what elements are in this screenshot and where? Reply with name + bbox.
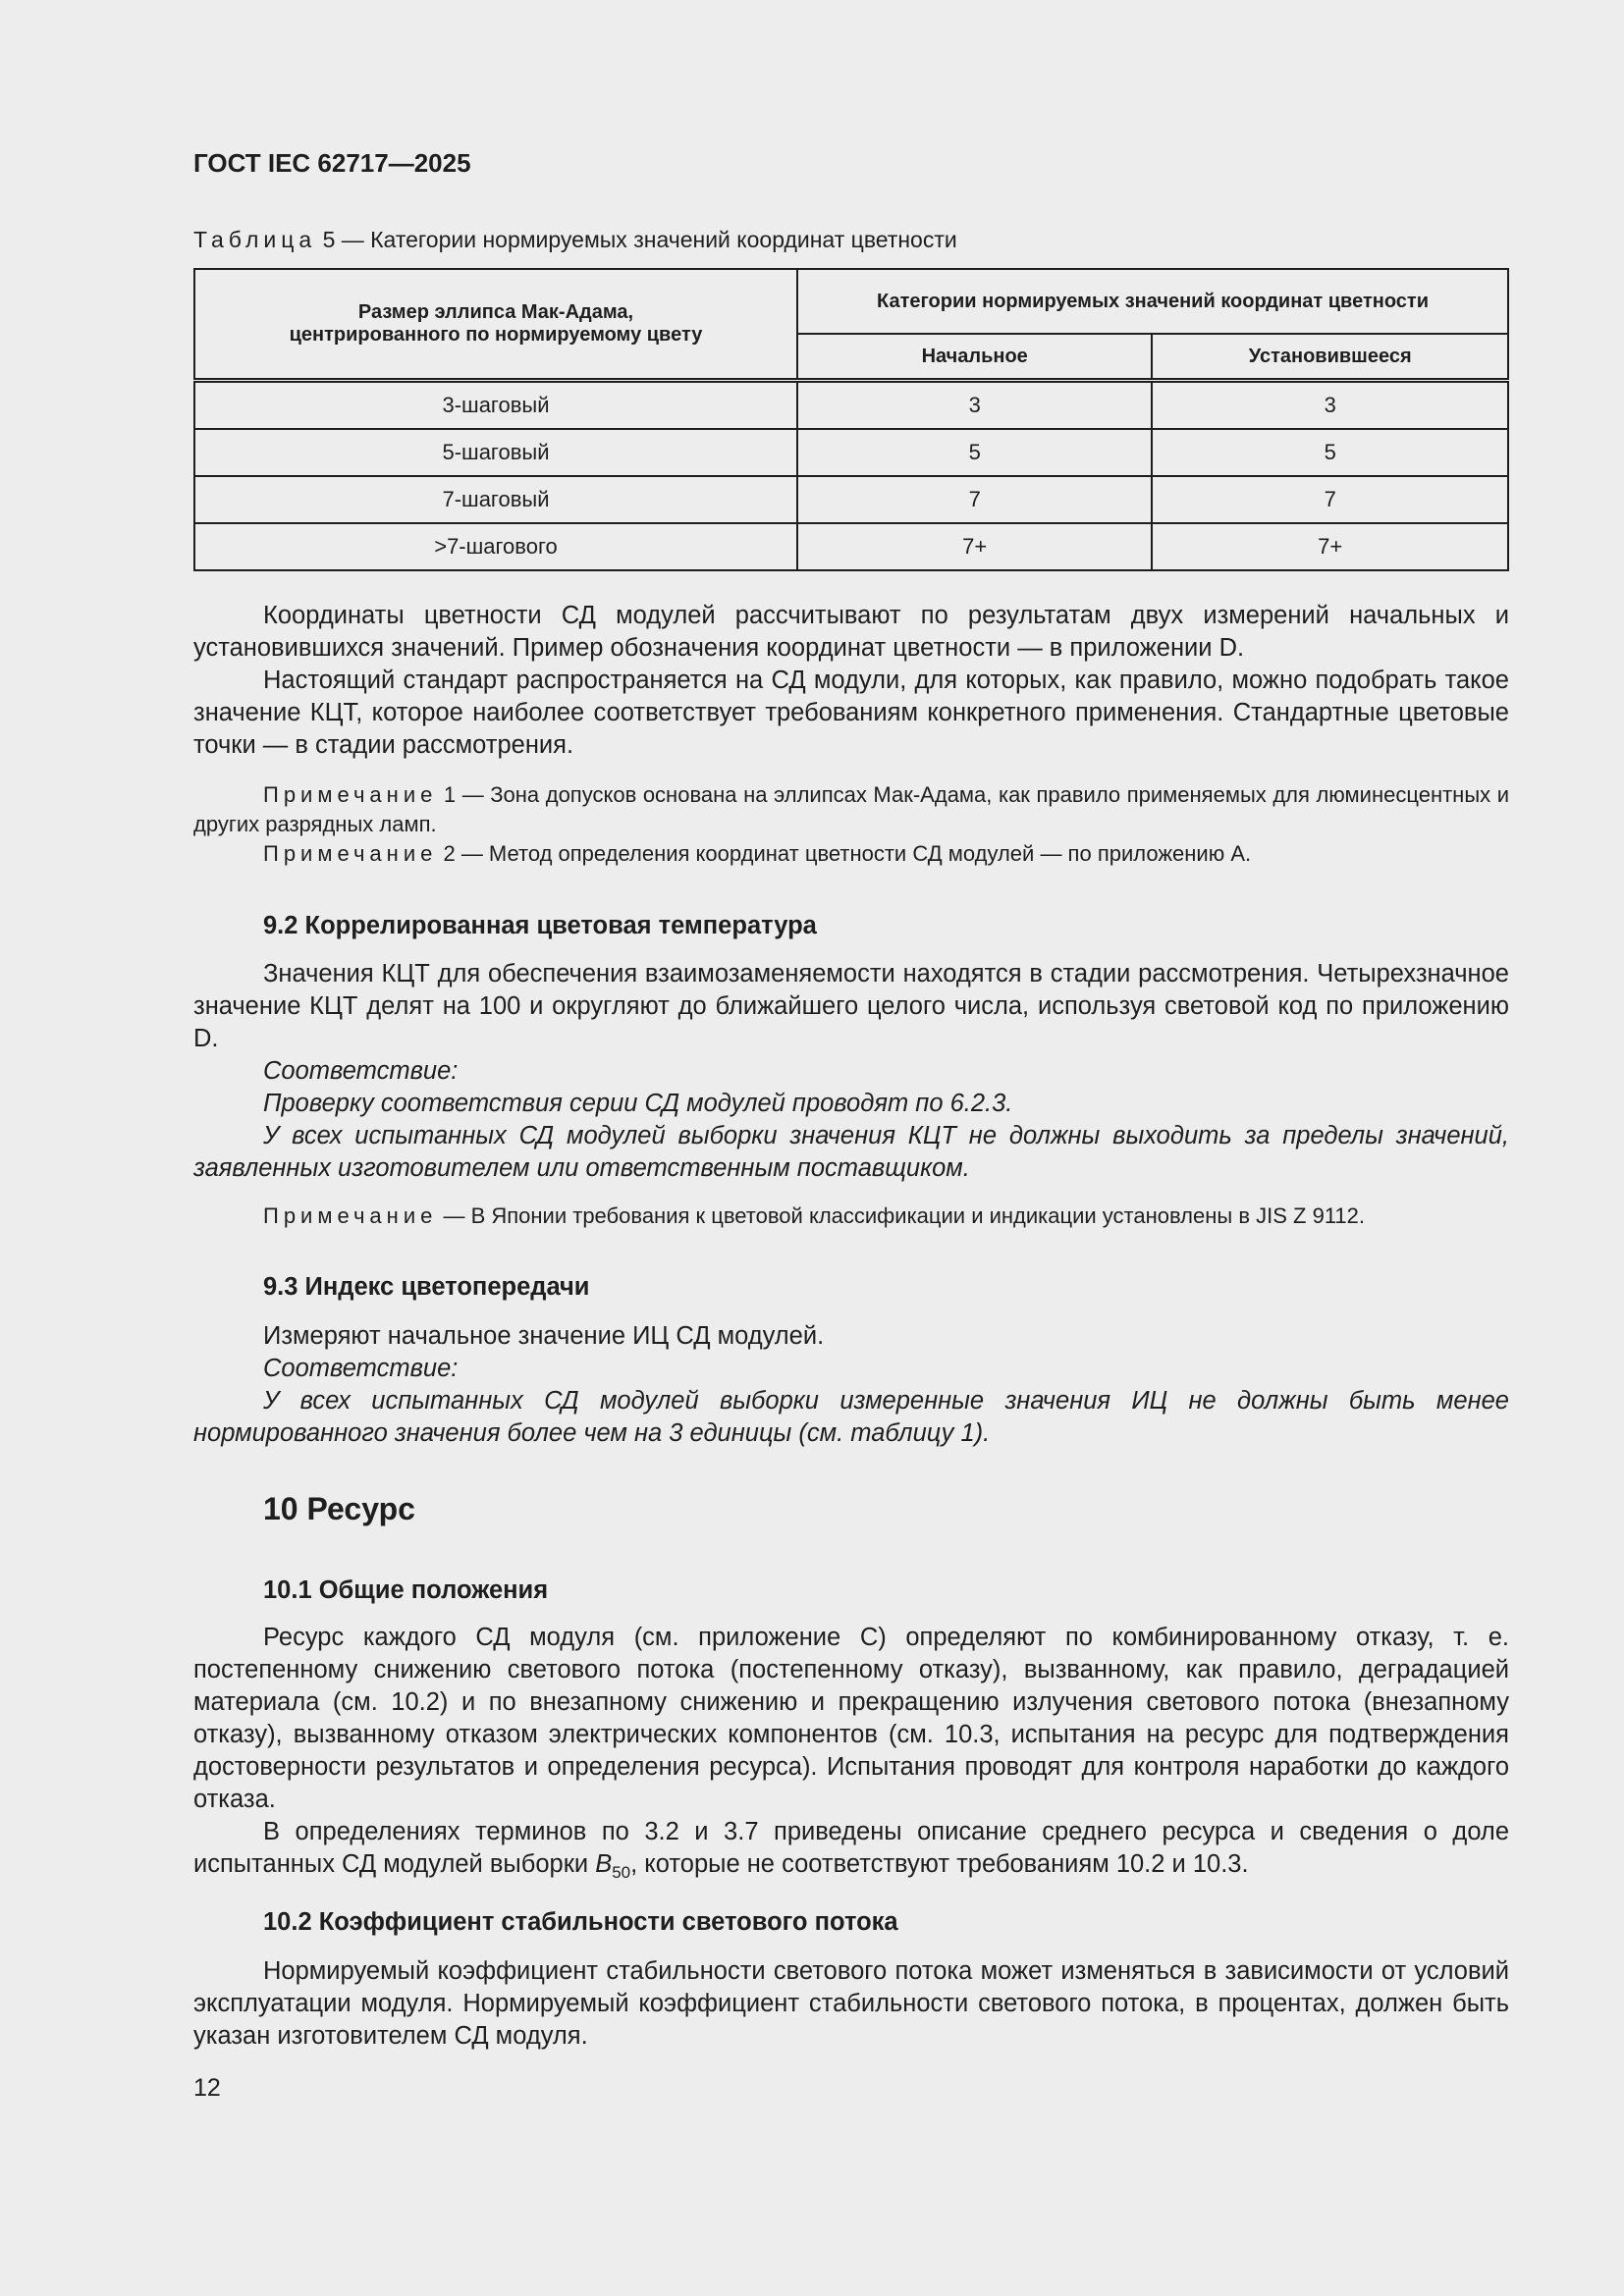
section-heading: 10.2 Коэффициент стабильности светового потока bbox=[263, 1908, 898, 1936]
cell-steady: 7+ bbox=[1152, 523, 1508, 570]
col-header-line: Размер эллипса Мак-Адама, bbox=[357, 301, 634, 323]
note bbox=[193, 839, 1509, 869]
page-number: 12 bbox=[193, 2074, 221, 2102]
note-label: Примечание bbox=[263, 841, 438, 866]
paragraph-text: , которые не соответствуют требованиям 10.2 и 10.3. bbox=[630, 1850, 1249, 1878]
cell-initial: 7+ bbox=[797, 523, 1152, 570]
cell-size: 7-шаговый bbox=[194, 476, 797, 523]
section-10-1-text bbox=[193, 1622, 1509, 1889]
cell-steady: 3 bbox=[1152, 381, 1508, 430]
cell-initial: 5 bbox=[797, 429, 1152, 476]
paragraph: Ресурс каждого СД модуля (см. приложение С) определяют по комбинированному отказу, т. е. постепенному снижению светового потока (постепенному отказу), вызванному, как правило, деградацией материала (см. 10.2) и по внезапному снижению и прекращению излучения светового потока (внезапному отказу), вызванному отказом электрических компонентов (см. 10.3, испытания на ресурс для подтверждения достоверности результатов и определения ресурса). Испытания проводят для контроля наработки до каждого отказа. bbox=[193, 1624, 1509, 1813]
col-header-line: центрированного по нормируемому цвету bbox=[289, 324, 703, 346]
table-caption-text: 5 — Категории нормируемых значений координат цветности bbox=[322, 227, 957, 252]
note bbox=[193, 780, 1509, 839]
table-row bbox=[194, 381, 1508, 430]
table-caption-word: Таблица bbox=[193, 227, 317, 252]
table-row bbox=[194, 476, 1508, 523]
section-9-3-text bbox=[193, 1320, 1509, 1450]
paragraph: Значения КЦТ для обеспечения взаимозаменяемости находятся в стадии рассмотрения. Четырехзначное значение КЦТ делят на 100 и округляют до ближайшего целого числа, используя световой код по приложению D. bbox=[193, 960, 1509, 1052]
note-label: Примечание bbox=[263, 782, 438, 807]
chromaticity-table bbox=[193, 268, 1509, 571]
paragraph-text: В определениях терминов по 3.2 и 3.7 приведены описание среднего ресурса и сведения о доле испытанных СД модулей выборки bbox=[193, 1818, 1509, 1878]
table-row bbox=[194, 523, 1508, 570]
paragraph bbox=[193, 1816, 1509, 1889]
section-heading: 9.3 Индекс цветопередачи bbox=[263, 1273, 590, 1301]
variable-subscript: 50 bbox=[612, 1863, 631, 1883]
note-text: 2 — Метод определения координат цветности СД модулей — по приложению А. bbox=[443, 841, 1252, 866]
note bbox=[193, 1201, 1509, 1231]
col-header-initial: Начальное bbox=[797, 334, 1152, 381]
compliance-text: У всех испытанных СД модулей выборки измеренные значения ИЦ не должны быть менее нормированного значения более чем на 3 единицы (см. таблицу 1). bbox=[193, 1387, 1509, 1447]
compliance-text: Проверку соответствия серии СД модулей проводят по 6.2.3. bbox=[263, 1090, 1013, 1117]
cell-initial: 3 bbox=[797, 381, 1152, 430]
compliance-label: Соответствие: bbox=[263, 1355, 459, 1382]
cell-size: 5-шаговый bbox=[194, 429, 797, 476]
paragraph: Настоящий стандарт распространяется на СД модули, для которых, как правило, можно подобрать такое значение КЦТ, которое наиболее соответствует требованиям конкретного применения. Стандартные цветовые точки — в стадии рассмотрения. bbox=[193, 667, 1509, 759]
chapter-heading: 10 Ресурс bbox=[263, 1491, 415, 1526]
table-row bbox=[194, 429, 1508, 476]
group-header: Категории нормируемых значений координат цветности bbox=[797, 269, 1508, 334]
cell-steady: 5 bbox=[1152, 429, 1508, 476]
document-id: ГОСТ IEC 62717—2025 bbox=[193, 148, 471, 178]
section-10-2-text bbox=[193, 1955, 1509, 2053]
paragraph: Нормируемый коэффициент стабильности светового потока может изменяться в зависимости от условий эксплуатации модуля. Нормируемый коэффициент стабильности светового потока, в процентах, должен быть указан изготовителем СД модуля. bbox=[193, 1957, 1509, 2050]
compliance-label: Соответствие: bbox=[263, 1057, 459, 1085]
paragraph: Координаты цветности СД модулей рассчитывают по результатам двух измерений начальных и установившихся значений. Пример обозначения координат цветности — в приложении D. bbox=[193, 602, 1509, 662]
cell-size: 3-шаговый bbox=[194, 381, 797, 430]
note-label: Примечание bbox=[263, 1203, 438, 1228]
cell-size: >7-шагового bbox=[194, 523, 797, 570]
section-heading: 10.1 Общие положения bbox=[263, 1576, 549, 1604]
table-caption bbox=[193, 227, 957, 253]
note-text: — В Японии требования к цветовой классификации и индикации установлены в JIS Z 9112. bbox=[443, 1203, 1366, 1228]
cell-initial: 7 bbox=[797, 476, 1152, 523]
paragraph: Измеряют начальное значение ИЦ СД модулей. bbox=[263, 1322, 825, 1350]
col-header-ellipse-size bbox=[194, 269, 797, 381]
col-header-steady: Установившееся bbox=[1152, 334, 1508, 381]
notes-block bbox=[193, 780, 1509, 869]
section-9-2-text bbox=[193, 958, 1509, 1185]
intro-text bbox=[193, 600, 1509, 762]
cell-steady: 7 bbox=[1152, 476, 1508, 523]
compliance-text: У всех испытанных СД модулей выборки значения КЦТ не должны выходить за пределы значений, заявленных изготовителем или ответственным поставщиком. bbox=[193, 1122, 1509, 1182]
note-text: 1 — Зона допусков основана на эллипсах Мак-Адама, как правило применяемых для люминесцентных и других разрядных ламп. bbox=[193, 782, 1509, 836]
section-heading: 9.2 Коррелированная цветовая температура bbox=[263, 912, 817, 939]
variable-b: B bbox=[595, 1850, 613, 1878]
